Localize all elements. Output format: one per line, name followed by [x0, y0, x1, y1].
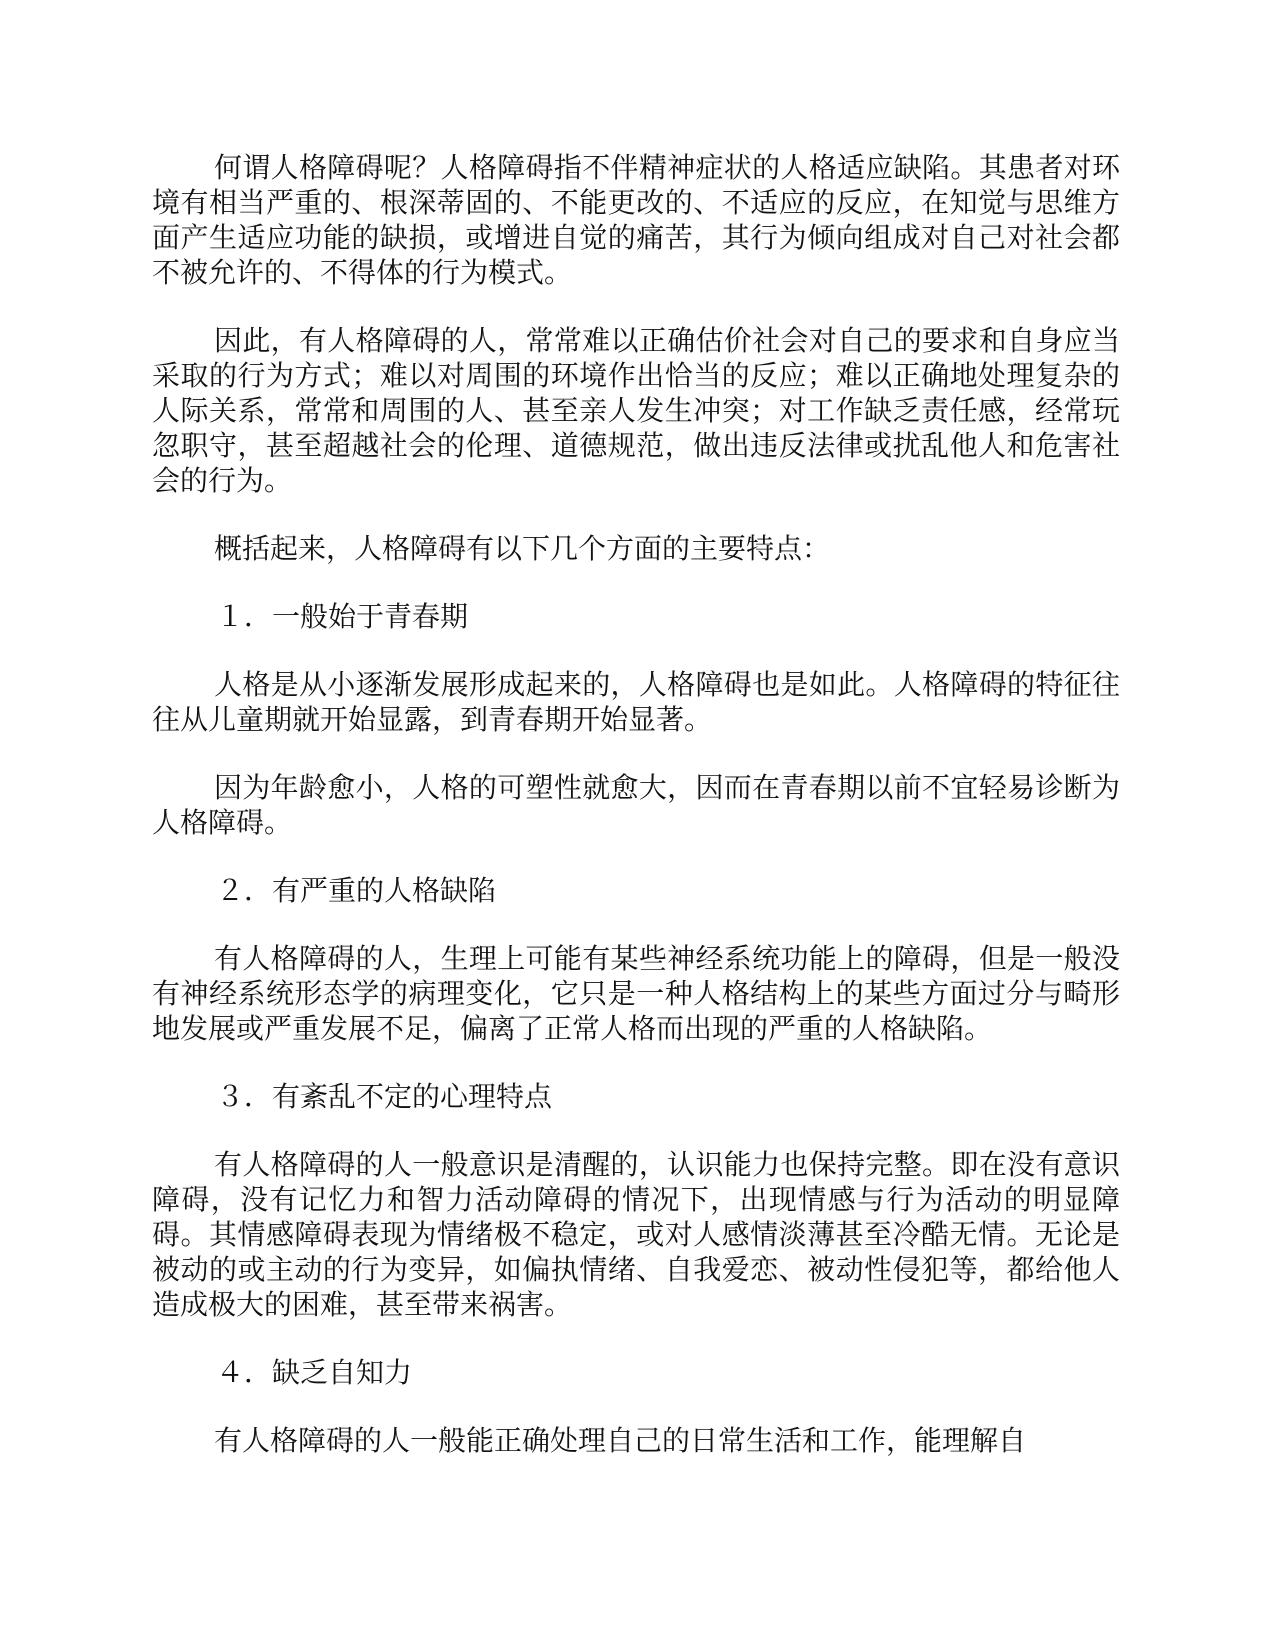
paragraph-section-1b: 因为年龄愈小，人格的可塑性就愈大，因而在青春期以前不宜轻易诊断为人格障碍。 — [152, 771, 1120, 839]
section-heading-1: １．一般始于青春期 — [216, 600, 469, 633]
paragraph-section-4: 有人格障碍的人一般能正确处理自己的日常生活和工作，能理解自 — [214, 1424, 1027, 1457]
paragraph-section-2: 有人格障碍的人，生理上可能有某些神经系统功能上的障碍，但是一般没有神经系统形态学的病理变化，它只是一种人格结构上的某些方面过分与畸形地发展或严重发展不足，偏离了正常人格而出现的严重的人格缺陷。 — [152, 942, 1120, 1045]
paragraph-section-1a: 人格是从小逐渐发展形成起来的，人格障碍也是如此。人格障碍的特征往往从儿童期就开始显露，到青春期开始显著。 — [152, 668, 1120, 736]
paragraph-summary-intro: 概括起来，人格障碍有以下几个方面的主要特点： — [214, 532, 831, 565]
paragraph-definition: 何谓人格障碍呢？人格障碍指不伴精神症状的人格适应缺陷。其患者对环境有相当严重的、根深蒂固的、不能更改的、不适应的反应，在知觉与思维方面产生适应功能的缺损，或增进自觉的痛苦，其行为倾向组成对自己对社会都不被允许的、不得体的行为模式。 — [152, 151, 1120, 289]
section-heading-3: ３．有紊乱不定的心理特点 — [216, 1080, 553, 1113]
section-heading-4: ４．缺乏自知力 — [216, 1356, 413, 1389]
paragraph-section-3: 有人格障碍的人一般意识是清醒的，认识能力也保持完整。即在没有意识障碍，没有记忆力和智力活动障碍的情况下，出现情感与行为活动的明显障碍。其情感障碍表现为情绪极不稳定，或对人感情淡薄甚至冷酷无情。无论是被动的或主动的行为变异，如偏执情绪、自我爱恋、被动性侵犯等，都给他人造成极大的困难，甚至带来祸害。 — [152, 1148, 1120, 1321]
paragraph-consequences: 因此，有人格障碍的人，常常难以正确估价社会对自己的要求和自身应当采取的行为方式；难以对周围的环境作出恰当的反应；难以正确地处理复杂的人际关系，常常和周围的人、甚至亲人发生冲突；对工作缺乏责任感，经常玩忽职守，甚至超越社会的伦理、道德规范，做出违反法律或扰乱他人和危害社会的行为。 — [152, 324, 1120, 497]
document-page — [152, 150, 1120, 1491]
section-heading-2: ２．有严重的人格缺陷 — [216, 874, 497, 907]
